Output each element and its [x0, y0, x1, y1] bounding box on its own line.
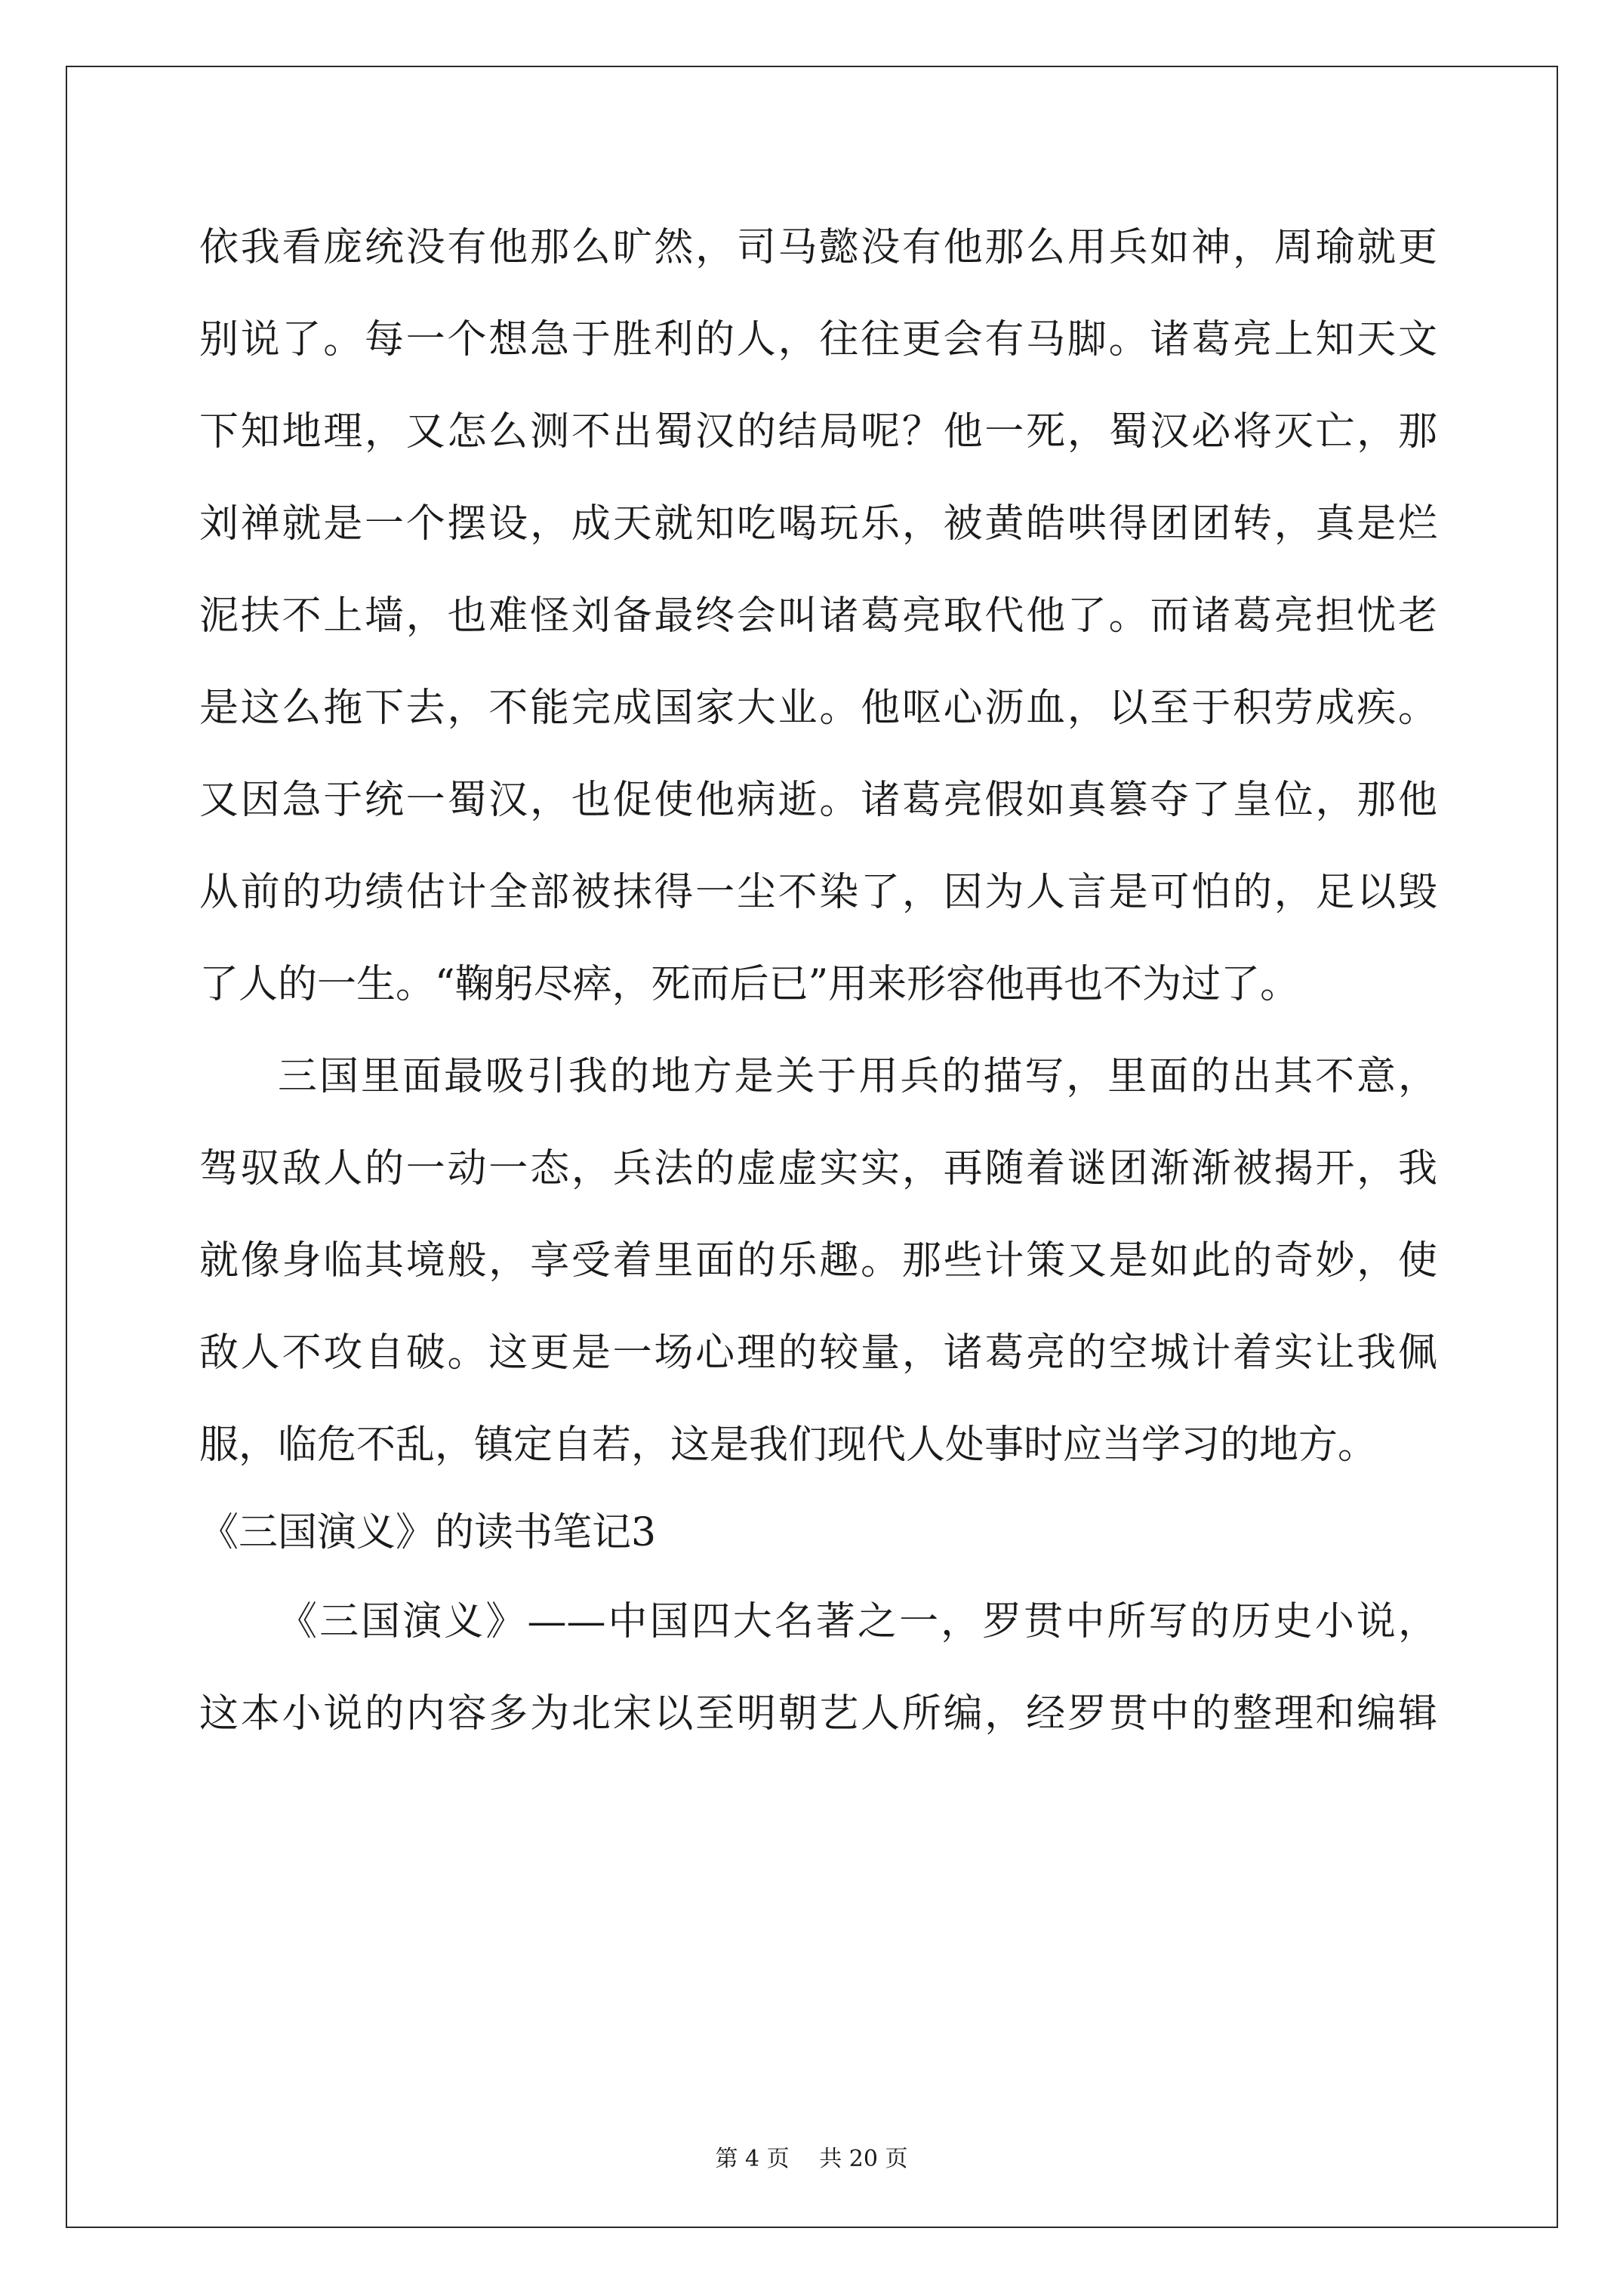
text-line: 三国里面最吸引我的地方是关于用兵的描写，里面的出其不意，	[278, 1054, 1437, 1099]
text-line: 《三国演义》——中国四大名著之一，罗贯中所写的历史小说，	[278, 1599, 1437, 1644]
text-line: 服，临危不乱，镇定自若，这是我们现代人处事时应当学习的地方。	[199, 1422, 1378, 1468]
text-line: 就像身临其境般，享受着里面的乐趣。那些计策又是如此的奇妙，使	[199, 1238, 1437, 1284]
text-line: 泥扶不上墙，也难怪刘备最终会叫诸葛亮取代他了。而诸葛亮担忧老	[199, 593, 1437, 639]
text-line: 刘禅就是一个摆设，成天就知吃喝玩乐，被黄皓哄得团团转，真是烂	[199, 501, 1437, 547]
text-line: 依我看庞统没有他那么旷然，司马懿没有他那么用兵如神，周瑜就更	[199, 225, 1437, 270]
section-heading: 《三国演义》的读书笔记3	[199, 1510, 657, 1555]
text-line: 驾驭敌人的一动一态，兵法的虚虚实实，再随着谜团渐渐被揭开，我	[199, 1146, 1437, 1191]
text-line: 是这么拖下去，不能完成国家大业。他呕心沥血，以至于积劳成疾。	[199, 686, 1437, 731]
text-line: 下知地理，又怎么测不出蜀汉的结局呢？他一死，蜀汉必将灭亡，那	[199, 409, 1437, 455]
text-line: 了人的一生。“鞠躬尽瘁，死而后已”用来形容他再也不为过了。	[199, 962, 1300, 1007]
text-line: 又因急于统一蜀汉，也促使他病逝。诸葛亮假如真篡夺了皇位，那他	[199, 778, 1437, 823]
page-number-footer: 第 4 页 共 20 页	[715, 2146, 908, 2172]
text-line: 敌人不攻自破。这更是一场心理的较量，诸葛亮的空城计着实让我佩	[199, 1330, 1437, 1376]
text-line: 从前的功绩估计全部被抹得一尘不染了，因为人言是可怕的，足以毁	[199, 870, 1437, 915]
text-line: 这本小说的内容多为北宋以至明朝艺人所编，经罗贯中的整理和编辑	[199, 1691, 1437, 1737]
text-line: 别说了。每一个想急于胜利的人，往往更会有马脚。诸葛亮上知天文	[199, 317, 1437, 362]
